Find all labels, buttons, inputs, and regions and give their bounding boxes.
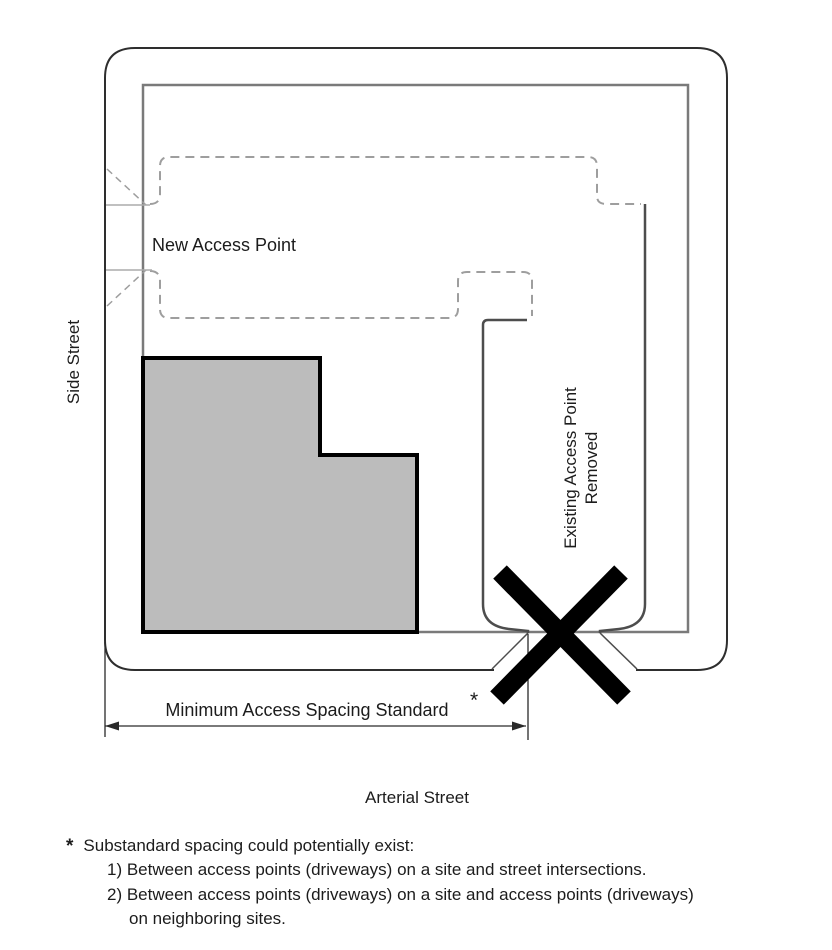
x-mark — [497, 572, 624, 698]
label-existing-access-point — [561, 387, 601, 549]
label-existing-access-point-line2: Removed — [582, 431, 601, 505]
label-side-street — [64, 320, 83, 404]
dimension — [105, 634, 528, 740]
label-arterial-street: Arterial Street — [365, 788, 469, 807]
footnote-asterisk: * — [66, 836, 74, 857]
footnote-intro-text: Substandard spacing could potentially exist: — [83, 836, 415, 855]
building-footprint — [143, 358, 417, 632]
dimension-arrowhead-left — [105, 722, 119, 731]
new-driveway-flare-lower — [107, 270, 146, 306]
label-dimension: Minimum Access Spacing Standard — [165, 700, 449, 720]
footnote-item-1: 1) Between access points (driveways) on a site and street intersections. — [107, 860, 647, 879]
label-side-street-text: Side Street — [64, 319, 83, 405]
proposed-drive-south-loop — [150, 271, 532, 318]
dimension-arrowhead-right — [512, 722, 526, 731]
label-existing-access-point-line1: Existing Access Point — [561, 387, 580, 549]
footnote-intro-line — [66, 834, 414, 859]
dimension-asterisk: * — [470, 689, 479, 712]
removed-driveway-flare-right — [600, 633, 637, 669]
label-new-access-point: New Access Point — [152, 235, 297, 255]
new-driveway-mouth — [106, 205, 152, 270]
removed-driveway-right-edge — [600, 204, 645, 633]
footnote-item-2-continuation: on neighboring sites. — [129, 909, 286, 928]
proposed-drive-north-loop — [150, 157, 641, 204]
new-driveway-flare-upper — [107, 169, 146, 205]
footnote-item-2: 2) Between access points (driveways) on a site and access points (driveways) — [107, 885, 694, 904]
